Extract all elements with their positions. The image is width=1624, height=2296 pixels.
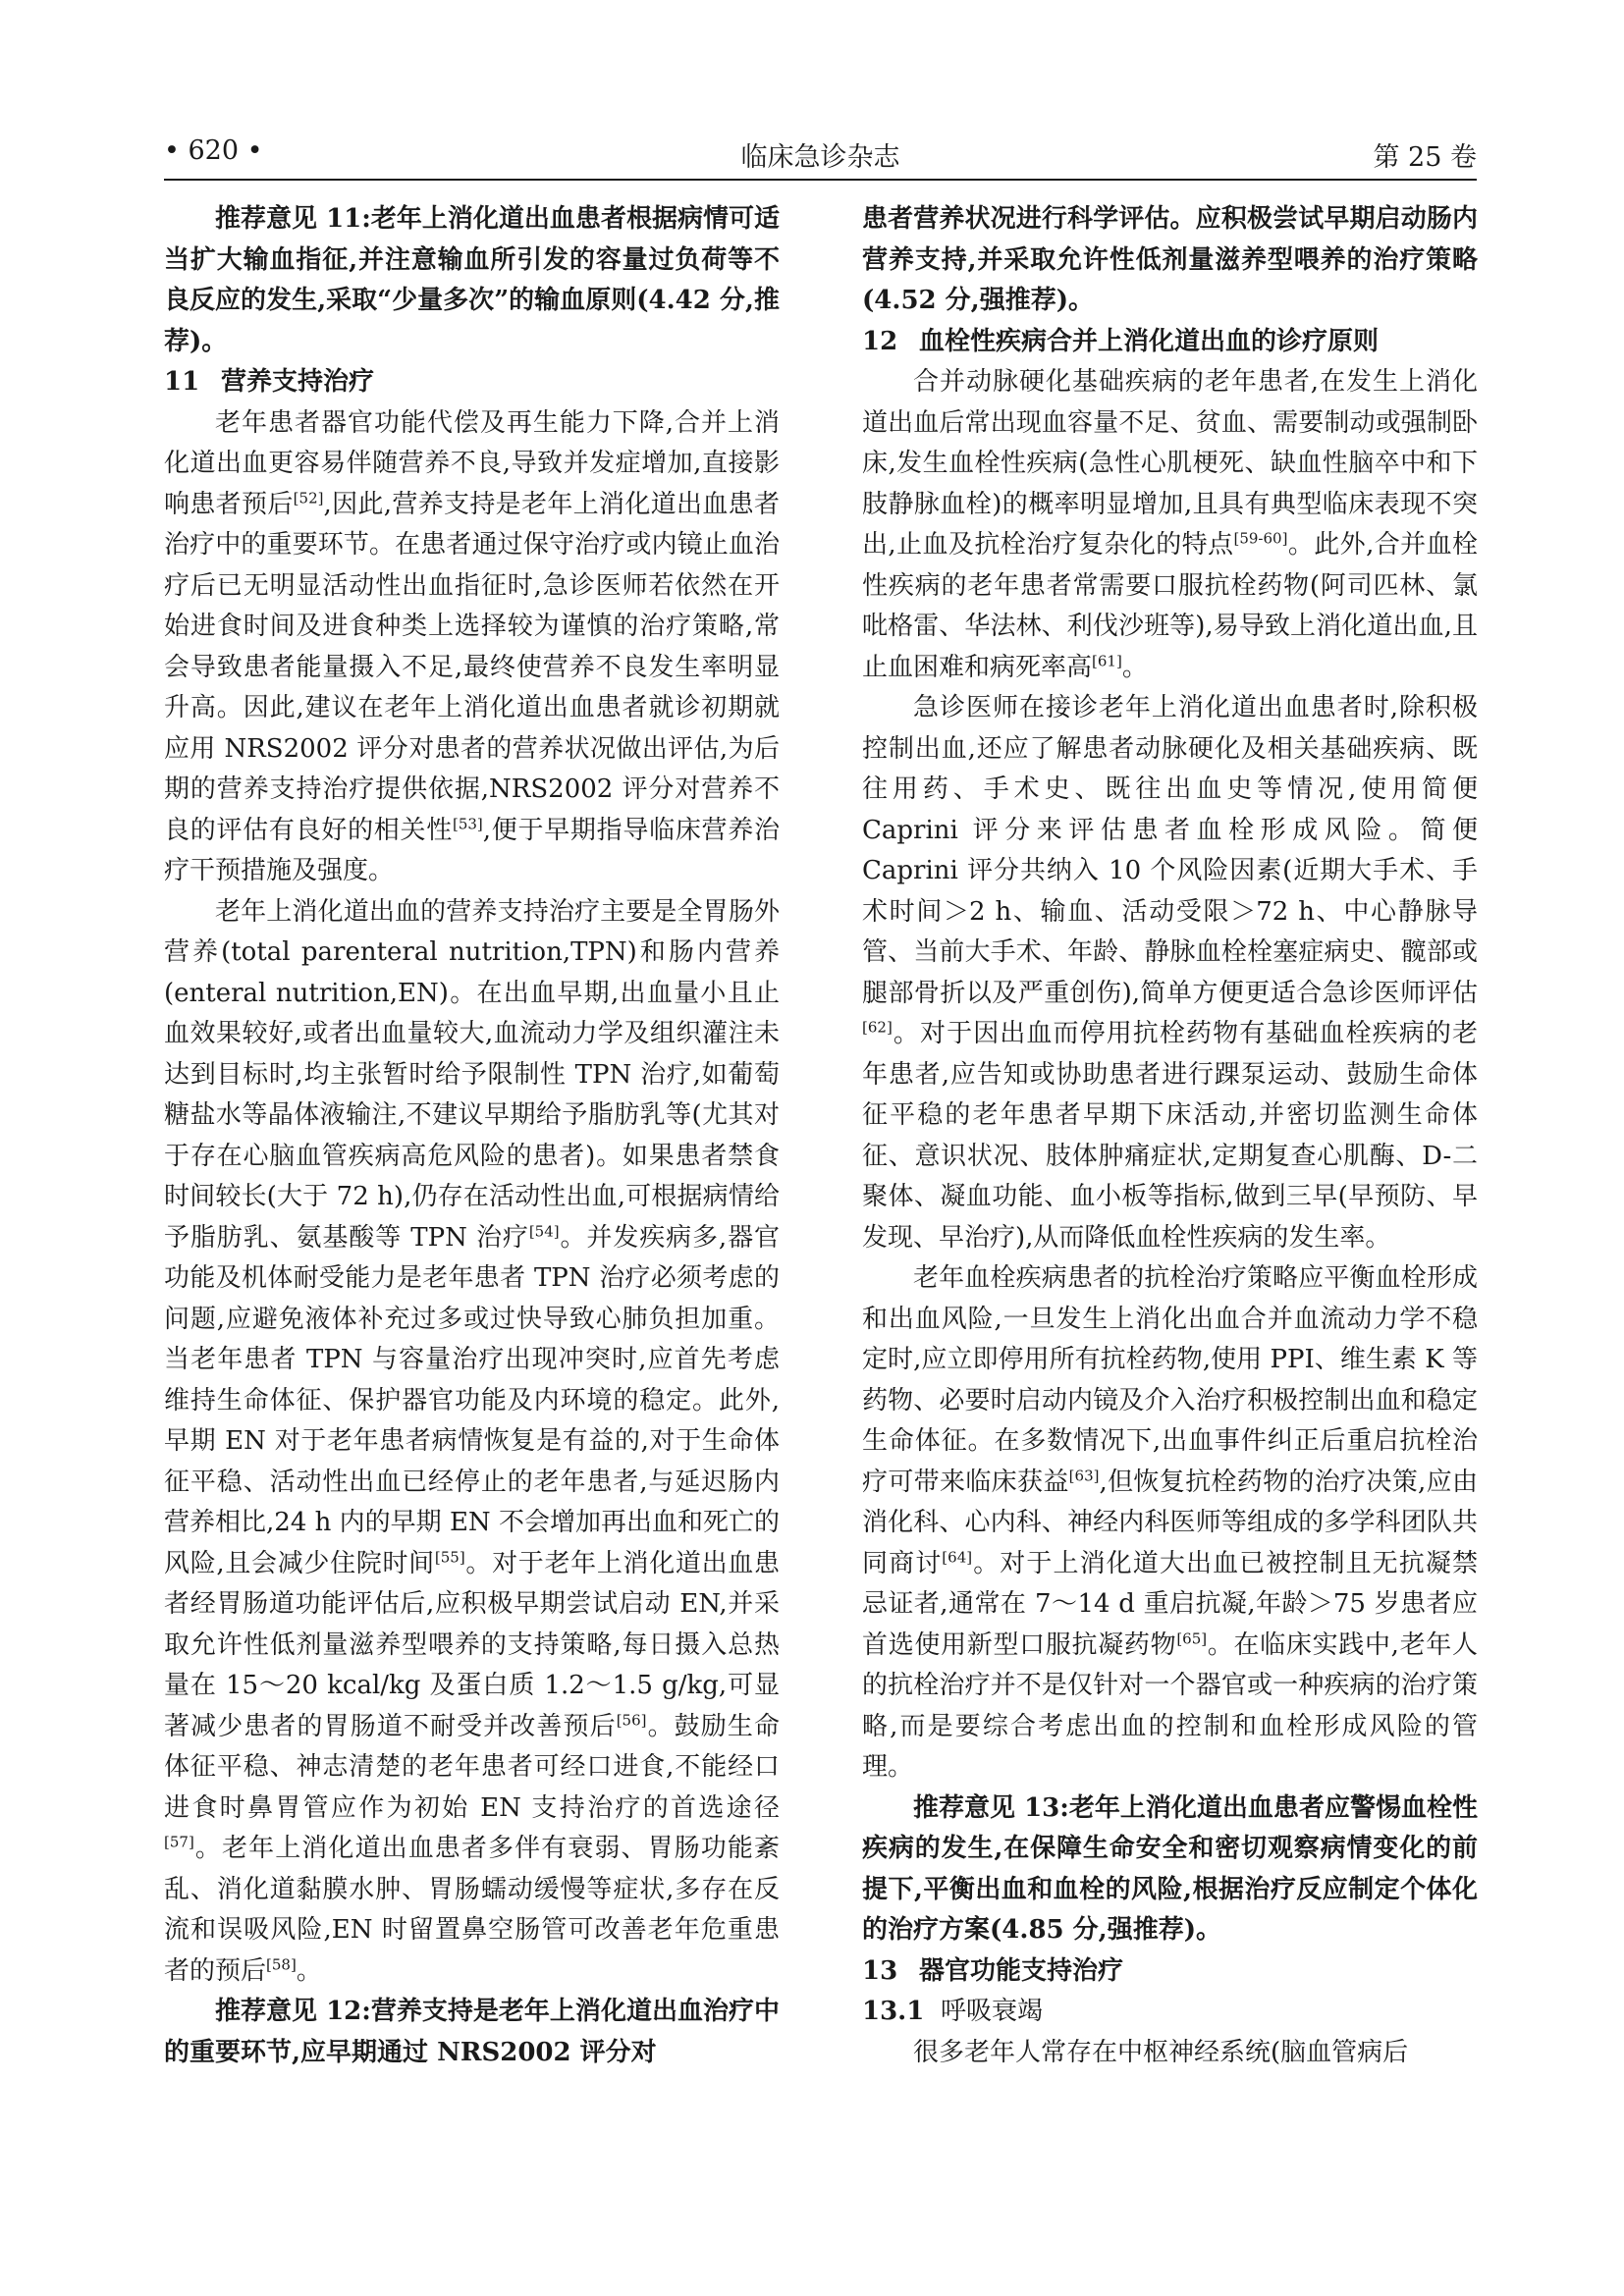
section-11-heading (164, 362, 780, 403)
text: 急诊医师在接诊老年上消化道出血患者时,除积极控制出血,还应了解患者动脉硬化及相关基础疾病、既往用药、手术史、既往出血史等情况,使用简便 Caprini 评分来评估患者血栓形成风险。简便 Caprini 评分共纳入 10 个风险因素(近期大手术、手术时间＞2 h、输血、活动受限＞72 h、中心静脉导管、当前大手术、年龄、静脉血栓栓塞症病史、髋部或腿部骨折以及严重创伤),简单方便更适合急诊医师评估 (862, 693, 1478, 1008)
text: ,因此,营养支持是老年上消化道出血患者治疗中的重要环节。在患者通过保守治疗或内镜止血治疗后已无明显活动性出血指征时,急诊医师若依然在开始进食时间及进食种类上选择较为谨慎的治疗策略,常会导致患者能量摄入不足,最终使营养不良发生率明显升高。因此,建议在老年上消化道出血患者就诊初期就应用 NRS2002 评分对患者的营养状况做出评估,为后期的营养支持治疗提供依据,NRS2002 评分对营养不良的评估有良好的相关性 (164, 489, 780, 845)
paragraph (862, 362, 1478, 688)
text: 。 (296, 1955, 322, 1986)
right-column (862, 199, 1478, 2073)
citation: [52] (293, 488, 324, 507)
page-number: • 620 • (164, 135, 263, 166)
text: 。此外,合并血栓性疾病的老年患者常需要口服抗栓药物(阿司匹林、氯吡格雷、华法林、利伐沙班等),易导致上消化道出血,且止血困难和病死率高 (862, 530, 1479, 682)
citation: [63] (1068, 1466, 1100, 1484)
citation: [55] (434, 1547, 465, 1566)
recommendation-11: 推荐意见 11:老年上消化道出血患者根据病情可适当扩大输血指征,并注意输血所引发的容量过负荷等不良反应的发生,采取“少量多次”的输血原则(4.42 分,推荐)。 (164, 204, 780, 356)
section-number: 11 (164, 367, 200, 397)
journal-title: 临床急诊杂志 (740, 142, 900, 173)
paragraph (164, 892, 780, 1993)
citation: [64] (942, 1547, 973, 1566)
citation: [59-60] (1233, 529, 1288, 548)
text: 。对于上消化道大出血已被控制且无抗凝禁忌证者,通常在 7～14 d 重启抗凝,年龄＞75 岁患者应首选使用新型口服抗凝药物 (862, 1548, 1478, 1660)
page-header (164, 135, 1477, 181)
text: 老年患者器官功能代偿及再生能力下降,合并上消化道出血更容易伴随营养不良,导致并发症增加,直接影响患者预后 (164, 407, 780, 519)
recommendation-13: 推荐意见 13:老年上消化道出血患者应警惕血栓性疾病的发生,在保障生命安全和密切观察病情变化的前提下,平衡出血和血栓的风险,根据治疗反应制定个体化的治疗方案(4.85 分,强推荐)。 (862, 1792, 1478, 1945)
section-number: 13 (862, 1955, 898, 1986)
section-12-heading (862, 322, 1478, 363)
text: 。对于因出血而停用抗栓药物有基础血栓疾病的老年患者,应告知或协助患者进行踝泵运动、鼓励生命体征平稳的老年患者早期下床活动,并密切监测生命体征、意识状况、肢体肿痛症状,定期复查心肌酶、D-二聚体、凝血功能、血小板等指标,做到三早(早预防、早发现、早治疗),从而降低血栓性疾病的发生率。 (862, 1019, 1478, 1253)
subsection-title: 呼吸衰竭 (941, 1997, 1044, 2026)
text: 。在临床实践中,老年人的抗栓治疗并不是仅针对一个器官或一种疾病的治疗策略,而是要综合考虑出血的控制和血栓形成风险的管理。 (862, 1629, 1478, 1782)
citation: [57] (164, 1833, 194, 1851)
section-13-heading (862, 1951, 1478, 1993)
citation: [62] (862, 1018, 893, 1037)
paragraph (164, 403, 780, 892)
text: ,便于早期指导临床营养治疗干预措施及强度。 (164, 815, 780, 885)
volume-label: 第 25 卷 (1373, 142, 1477, 173)
text: 。对于老年上消化道出血患者经胃肠道功能评估后,应积极早期尝试启动 EN,并采取允许性低剂量滋养型喂养的支持策略,每日摄入总热量在 15～20 kcal/kg 及蛋白质 1.2～1.5 g/kg,可显著减少患者的胃肠道不耐受并改善预后 (164, 1548, 780, 1741)
text: 。 (1121, 652, 1148, 682)
section-title: 营养支持治疗 (221, 367, 375, 397)
recommendation-12: 推荐意见 12:营养支持是老年上消化道出血治疗中的重要环节,应早期通过 NRS2002 评分对 (164, 1997, 780, 2067)
citation: [58] (266, 1954, 297, 1973)
paragraph (862, 1258, 1478, 1789)
left-column (164, 199, 780, 2073)
recommendation-12-continued: 患者营养状况进行科学评估。应积极尝试早期启动肠内营养支持,并采取允许性低剂量滋养型喂养的治疗策略(4.52 分,强推荐)。 (862, 204, 1478, 315)
citation: [54] (528, 1221, 560, 1240)
paragraph: 很多老年人常存在中枢神经系统(脑血管病后 (913, 2037, 1409, 2067)
section-number: 12 (862, 326, 898, 356)
section-title: 血栓性疾病合并上消化道出血的诊疗原则 (919, 326, 1380, 356)
text: ,但恢复抗栓药物的治疗决策,应由消化科、心内科、神经内科医师等组成的多学科团队共同商讨 (862, 1467, 1478, 1578)
citation: [61] (1092, 651, 1122, 669)
paragraph (862, 688, 1478, 1258)
text: 。老年上消化道出血患者多伴有衰弱、胃肠功能紊乱、消化道黏膜水肿、胃肠蠕动缓慢等症状,多存在反流和误吸风险,EN 时留置鼻空肠管可改善老年危重患者的预后 (164, 1834, 780, 1986)
subsection-number: 13.1 (862, 1997, 925, 2026)
text: 老年上消化道出血的营养支持治疗主要是全胃肠外营养(total parenteral nutrition,TPN)和肠内营养(enteral nutrition,EN)。在出血早期,出血量小且止血效果较好,或者出血量较大,血流动力学及组织灌注未达到目标时,均主张暂时给予限制性 TPN 治疗,如葡萄糖盐水等晶体液输注,不建议早期给予脂肪乳等(尤其对于存在心脑血管疾病高危风险的患者)。如果患者禁食时间较长(大于 72 h),仍存在活动性出血,可根据病情给予脂肪乳、氨基酸等 TPN 治疗 (164, 896, 780, 1253)
citation: [53] (452, 814, 483, 832)
text: 老年血栓疾病患者的抗栓治疗策略应平衡血栓形成和出血风险,一旦发生上消化出血合并血流动力学不稳定时,应立即停用所有抗栓药物,使用 PPI、维生素 K 等药物、必要时启动内镜及介入治疗积极控制出血和稳定生命体征。在多数情况下,出血事件纠正后重启抗栓治疗可带来临床获益 (862, 1263, 1478, 1497)
text: 。并发疾病多,器官功能及机体耐受能力是老年患者 TPN 治疗必须考虑的问题,应避免液体补充过多或过快导致心肺负担加重。当老年患者 TPN 与容量治疗出现冲突时,应首先考虑维持生命体征、保护器官功能及内环境的稳定。此外,早期 EN 对于老年患者病情恢复是有益的,对于生命体征平稳、活动性出血已经停止的老年患者,与延迟肠内营养相比,24 h 内的早期 EN 不会增加再出血和死亡的风险,且会减少住院时间 (164, 1222, 780, 1578)
citation: [56] (616, 1710, 647, 1729)
citation: [65] (1176, 1629, 1208, 1647)
section-title: 器官功能支持治疗 (919, 1955, 1124, 1986)
text: 合并动脉硬化基础疾病的老年患者,在发生上消化道出血后常出现血容量不足、贫血、需要制动或强制卧床,发生血栓性疾病(急性心肌梗死、缺血性脑卒中和下肢静脉血栓)的概率明显增加,且具有典型临床表现不突出,止血及抗栓治疗复杂化的特点 (862, 367, 1478, 560)
subsection-13-1-heading (862, 1992, 1478, 2033)
text: 。鼓励生命体征平稳、神志清楚的老年患者可经口进食,不能经口进食时鼻胃管应作为初始 EN 支持治疗的首选途径 (164, 1711, 780, 1823)
